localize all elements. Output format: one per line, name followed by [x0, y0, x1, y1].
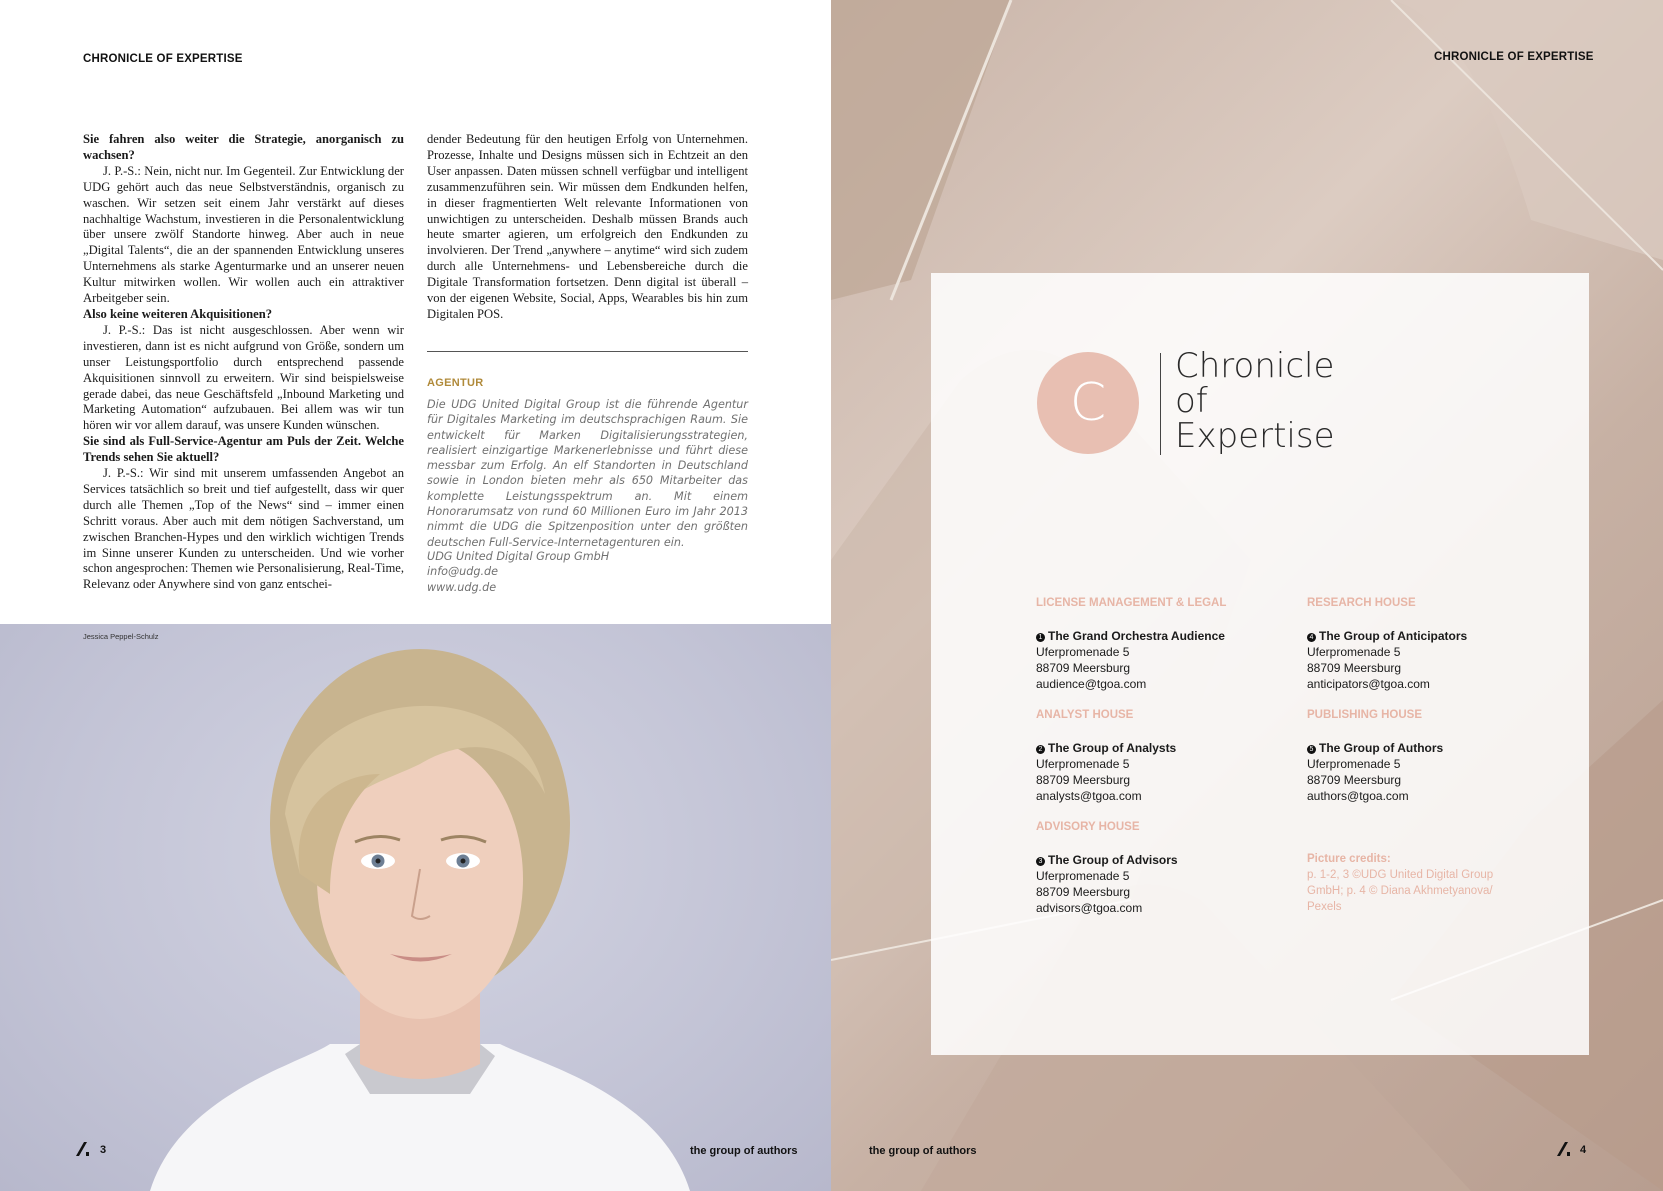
question: Sie fahren also weiter die Strategie, anorganisch zu wachsen? — [83, 132, 404, 162]
brand-logo-circle: C — [1037, 352, 1139, 454]
org-street: Uferpromenade 5 — [1036, 645, 1130, 659]
org-city: 88709 Meersburg — [1036, 773, 1131, 787]
brand-title — [1175, 346, 1335, 456]
footer-right: the group of authors — [869, 1145, 977, 1157]
credits-heading: Picture credits: — [1307, 853, 1391, 865]
running-head-left: CHRONICLE OF EXPERTISE — [83, 53, 243, 65]
publisher-logo-icon — [1557, 1142, 1571, 1156]
brand-title-line: Expertise — [1175, 416, 1335, 456]
section-divider — [427, 351, 748, 352]
org-contact — [1307, 628, 1467, 692]
answer: J. P.-S.: Das ist nicht ausgeschlossen. Aber wenn wir investieren, dann ist es nicht aufgrund von Größe, sondern um unser Leistungsportfolio durch entsprechend passende Akquisitionen sinnvoll zu erweitern. Wir sind beispielsweise gerade dabei, das neue Geschäftsfeld „Inbound Marketing und Marketing Automation“ aufzubauen. Bei allem was wir tun hören wir vor allem darauf, was unsere Kunden wünschen. — [83, 322, 404, 433]
question: Also keine weiteren Akquisitionen? — [83, 306, 273, 321]
org-email[interactable]: advisors@tgoa.com — [1036, 901, 1143, 915]
org-name: The Group of Anticipators — [1319, 629, 1468, 643]
org-contact — [1036, 852, 1178, 916]
org-name: The Grand Orchestra Audience — [1048, 629, 1225, 643]
number-badge: 5 — [1307, 745, 1316, 754]
section-heading: PUBLISHING HOUSE — [1307, 709, 1423, 721]
section-heading: RESEARCH HOUSE — [1307, 597, 1416, 609]
org-city: 88709 Meersburg — [1307, 773, 1402, 787]
org-contact — [1036, 628, 1225, 692]
number-badge: 1 — [1036, 633, 1045, 642]
org-name: The Group of Advisors — [1048, 853, 1178, 867]
page-number-right: 4 — [1580, 1144, 1587, 1156]
photo-caption: Jessica Peppel-Schulz — [83, 632, 159, 641]
answer: J. P.-S.: Wir sind mit unserem umfassenden Angebot an Services tatsächlich so breit und tief aufgestellt, dass wir quer durch alle Themen „Top of the News“ sind – immer einen Schritt voraus. Aber auch mit dem nötigen Sachverstand, um zwischen Branchen-Hypes und den wirklich wichtigen Trends im Sinne unserer Kunden zu unterscheiden. Und wie vorher schon angesprochen: Themen wie Personalisierung, Real-Time, Relevanz oder Anywhere sind von ganz entschei- — [83, 466, 404, 592]
org-city: 88709 Meersburg — [1036, 661, 1131, 675]
number-badge: 3 — [1036, 857, 1045, 866]
credits-text: p. 1-2, 3 ©UDG United Digital Group GmbH; p. 4 © Diana Akhmetyanova/ Pexels — [1307, 869, 1494, 913]
answer: J. P.-S.: Nein, nicht nur. Im Gegenteil. Zur Entwicklung der UDG gehört auch das neue Selbstverständnis, organisch zu waschen. Wir setzen seit einem Jahr verstärkt auf dieses nachhaltige Wachstum, investieren in die Personalentwicklung über unsere zwölf Standorte hinweg. Aber auch in neue „Digital Talents“, die an der spannenden Entwicklung unseres Unternehmens als starke Agenturmarke und an unserer neuen Kultur mitwirken wollen. Wir wollen auch ein attraktiver Arbeitgeber sein. — [83, 163, 404, 306]
page-number-left: 3 — [100, 1144, 107, 1156]
org-email[interactable]: audience@tgoa.com — [1036, 677, 1147, 691]
org-street: Uferpromenade 5 — [1307, 645, 1401, 659]
section-heading: ANALYST HOUSE — [1036, 709, 1134, 721]
brand-title-line: of — [1175, 381, 1208, 421]
question: Sie sind als Full-Service-Agentur am Puls der Zeit. Welche Trends sehen Sie aktuell? — [83, 434, 404, 465]
org-name: The Group of Analysts — [1048, 741, 1177, 755]
org-street: Uferpromenade 5 — [1036, 869, 1130, 883]
brand-divider — [1160, 353, 1161, 455]
org-contact — [1307, 740, 1443, 804]
org-email[interactable]: analysts@tgoa.com — [1036, 789, 1142, 803]
agentur-website: www.udg.de — [427, 580, 497, 594]
org-city: 88709 Meersburg — [1307, 661, 1402, 675]
org-email[interactable]: authors@tgoa.com — [1307, 789, 1409, 803]
section-heading: LICENSE MANAGEMENT & LEGAL — [1036, 597, 1227, 609]
footer-left: the group of authors — [690, 1145, 798, 1157]
agentur-heading: AGENTUR — [427, 377, 484, 389]
brand-title-line: Chronicle — [1175, 346, 1335, 386]
org-contact — [1036, 740, 1176, 804]
portrait-photo — [0, 624, 831, 1191]
publisher-logo-icon — [76, 1142, 90, 1156]
agentur-description: Die UDG United Digital Group ist die führende Agentur für Digitales Marketing im deutschsprachigen Raum. Sie entwickelt für Marken Digitalisierungsstrategien, realisiert einzigartige Markenerlebnisse und führt diese messbar zum Erfolg. An elf Standorten in Deutschland sowie in London bieten mehr als 650 Mitarbeiter das komplette Leistungsspektrum an. Mit einem Honorarumsatz von rund 60 Millionen Euro im Jahr 2013 nimmt die UDG die Spitzenposition unter den größten deutschen Full-Service-Internetagenturen ein. — [427, 398, 748, 549]
running-head-right: CHRONICLE OF EXPERTISE — [1434, 51, 1594, 63]
interview-column-1 — [83, 132, 404, 593]
agentur-email: info@udg.de — [427, 565, 499, 579]
number-badge: 2 — [1036, 745, 1045, 754]
org-city: 88709 Meersburg — [1036, 885, 1131, 899]
section-heading: ADVISORY HOUSE — [1036, 821, 1140, 833]
number-badge: 4 — [1307, 633, 1316, 642]
agentur-company: UDG United Digital Group GmbH — [427, 550, 610, 563]
agentur-contact — [427, 549, 609, 595]
answer-continued: dender Bedeutung für den heutigen Erfolg von Unternehmen. Prozesse, Inhalte und Designs müssen sich in Echtzeit an den User anpassen. Daten müssen schnell verfügbar und intelligent zusammenzuführen sein. Wir müssen dem Endkunden helfen, in dieser fragmentierten Welt relevante Informationen von unwichtigen zu unterscheiden. Deshalb müssen Brands auch heute smarter agieren, um erfolgreich den Endkunden zu involvieren. Der Trend „anywhere – anytime“ wird sich zudem durch alle Unternehmens- und Lebensbereiche durch die Digitale Transformation fortsetzen. Denn digital ist überall – von der eigenen Website, Social, Apps, Wearables bis hin zum Digitalen POS. — [427, 132, 748, 321]
org-name: The Group of Authors — [1319, 741, 1444, 755]
org-street: Uferpromenade 5 — [1307, 757, 1401, 771]
org-street: Uferpromenade 5 — [1036, 757, 1130, 771]
picture-credits — [1307, 851, 1517, 915]
interview-column-2 — [427, 132, 748, 323]
org-email[interactable]: anticipators@tgoa.com — [1307, 677, 1430, 691]
left-page — [0, 0, 831, 1191]
